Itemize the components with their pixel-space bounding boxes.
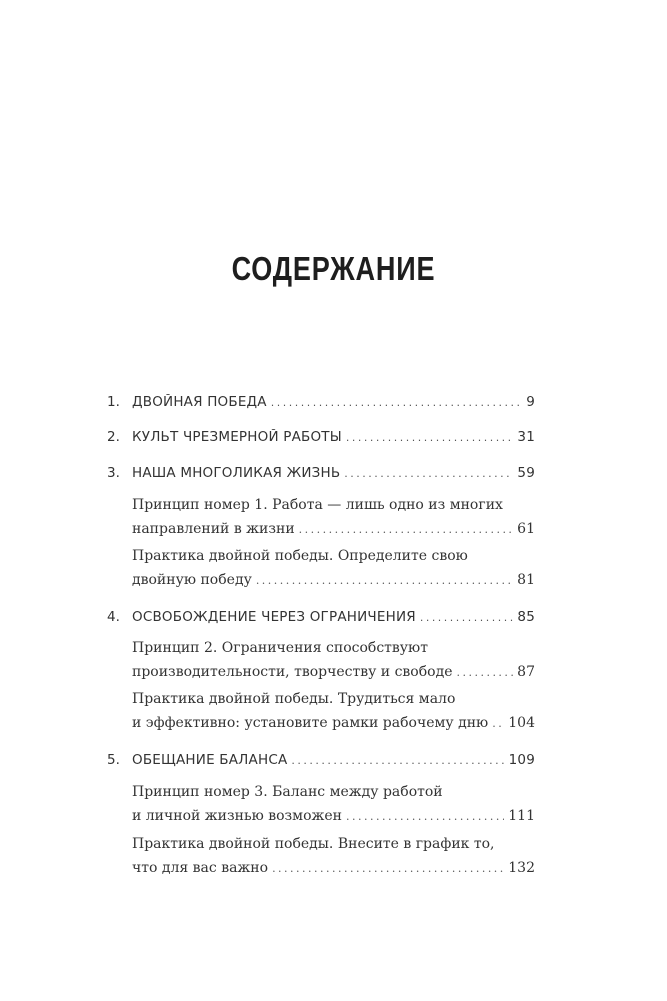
page-number: 85: [517, 609, 535, 625]
dot-leader: [346, 431, 514, 444]
chapter-title: ОСВОБОЖДЕНИЕ ЧЕРЕЗ ОГРАНИЧЕНИЯ: [132, 609, 416, 625]
section-title-line1: Принцип номер 3. Баланс между работой: [132, 784, 443, 800]
page-number: 59: [517, 465, 535, 481]
page-number: 111: [508, 808, 535, 824]
dot-leader: [456, 666, 513, 679]
section-title-line2: и личной жизнью возможен: [132, 808, 342, 824]
page-number: 31: [517, 429, 535, 445]
chapter-title: КУЛЬТ ЧРЕЗМЕРНОЙ РАБОТЫ: [132, 429, 342, 445]
section-title-line2: и эффективно: установите рамки рабочему дню: [132, 715, 489, 731]
chapter-number: 5.: [107, 752, 120, 768]
dot-leader: [271, 396, 522, 409]
section-title-line2: направлений в жизни: [132, 521, 295, 537]
dot-leader: [492, 717, 504, 730]
section-title-line2: производительности, творчеству и свободе: [132, 664, 453, 680]
chapter-number: 3.: [107, 465, 120, 481]
dot-leader: [344, 467, 513, 480]
chapter-number: 2.: [107, 429, 120, 445]
dot-leader: [299, 523, 514, 536]
section-title-line2: двойную победу: [132, 572, 252, 588]
page-number: 109: [508, 752, 535, 768]
section-title-line1: Принцип 2. Ограничения способствуют: [132, 640, 428, 656]
dot-leader: [291, 754, 504, 767]
page-number: 61: [517, 521, 535, 537]
section-title-line1: Принцип номер 1. Работа — лишь одно из многих: [132, 497, 503, 513]
chapter-number: 1.: [107, 394, 120, 410]
chapter-title: ОБЕЩАНИЕ БАЛАНСА: [132, 752, 288, 768]
chapter-title: НАША МНОГОЛИКАЯ ЖИЗНЬ: [132, 465, 341, 481]
page-number: 9: [526, 394, 535, 410]
page-number: 104: [508, 715, 535, 731]
page-title: СОДЕРЖАНИЕ: [231, 250, 436, 287]
section-title-line2: что для вас важно: [132, 860, 269, 876]
dot-leader: [420, 611, 514, 624]
section-title-line1: Практика двойной победы. Определите свою: [132, 548, 468, 564]
page-number: 81: [517, 572, 535, 588]
chapter-title: ДВОЙНАЯ ПОБЕДА: [132, 394, 267, 410]
page-number: 87: [517, 664, 535, 680]
section-title-line1: Практика двойной победы. Трудиться мало: [132, 691, 456, 707]
chapter-number: 4.: [107, 609, 120, 625]
dot-leader: [346, 810, 504, 823]
page-number: 132: [508, 860, 535, 876]
dot-leader: [272, 862, 504, 875]
section-title-line1: Практика двойной победы. Внесите в график то,: [132, 836, 495, 852]
dot-leader: [256, 574, 513, 587]
